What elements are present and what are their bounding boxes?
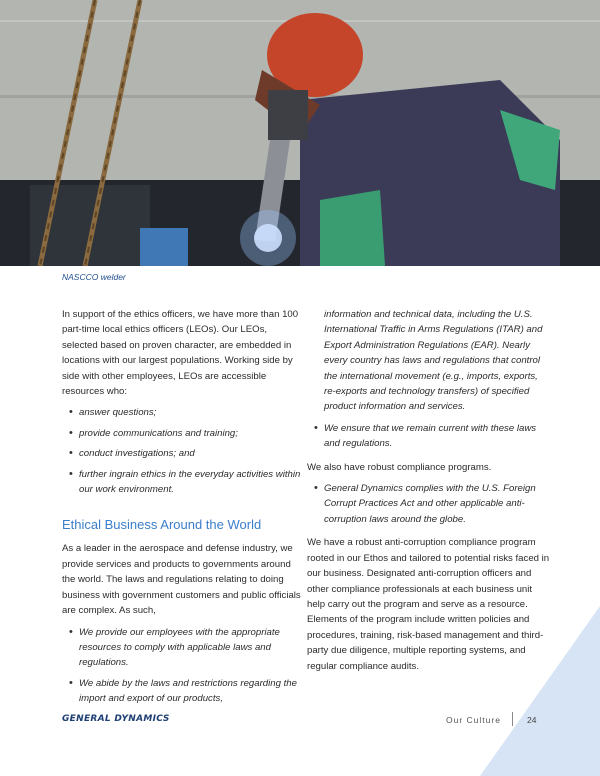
- compliance-bullet-list: [62, 625, 302, 707]
- hero-photo: [0, 0, 600, 266]
- list-item: • We provide our employees with the appropriate resources to comply with applicable laws and regulations.: [62, 625, 302, 671]
- general-dynamics-logo: GENERAL DYNAMICS: [62, 714, 170, 724]
- list-item: • conduct investigations; and: [62, 446, 302, 461]
- photo-caption: NASCCO welder: [62, 272, 126, 282]
- section-heading: Ethical Business Around the World: [62, 517, 262, 533]
- leo-intro-paragraph: In support of the ethics officers, we have more than 100 part-time local ethics officers (LEOs). Our LEOs, selected based on proven character, are embedded in locations with our largest populations. Working side by side with other employees, LEOs are accessible resources who:: [62, 309, 299, 398]
- export-continuation-text: information and technical data, including the U.S. International Traffic in Arms Regulations (ITAR) and Export Administration Regulations (EAR). Nearly every country has laws and regulations that control the international movement (e.g., imports, exports, re-exports and technology transfers) of specified product information and services.: [324, 309, 543, 413]
- fcpa-bullet-list: [307, 481, 552, 527]
- list-item: • We abide by the laws and restrictions regarding the import and export of our products,: [62, 676, 302, 707]
- compliance-programs-paragraph: We also have robust compliance programs.: [307, 461, 492, 473]
- list-item: • provide communications and training;: [62, 426, 302, 441]
- list-item: • We ensure that we remain current with these laws and regulations.: [307, 421, 552, 452]
- footer-section-title: Our Culture: [446, 715, 501, 725]
- left-column: [62, 307, 302, 712]
- decorative-corner-shape: [480, 606, 600, 776]
- list-item: • General Dynamics complies with the U.S. Foreign Corrupt Practices Act and other applicable anti-corruption laws around the globe.: [307, 481, 552, 527]
- page-number: 24: [527, 715, 537, 725]
- list-item: • answer questions;: [62, 405, 302, 420]
- regulations-bullet-list: [307, 421, 552, 452]
- welder-illustration: [0, 0, 600, 266]
- leo-bullet-list: [62, 405, 302, 497]
- footer-divider: [512, 712, 513, 726]
- ethical-business-paragraph: As a leader in the aerospace and defense industry, we provide services and products to governments around the world. The laws and regulations relating to doing business with government customers and public officials are complex. As such,: [62, 543, 301, 617]
- list-item: • further ingrain ethics in the everyday activities within our work environment.: [62, 467, 302, 498]
- anti-corruption-paragraph: We have a robust anti-corruption compliance program rooted in our Ethos and tailored to potential risks faced in our business. Designated anti-corruption officers and other compliance professionals at each business unit help carry out the program and serve as a resource. Elements of the program include written policies and procedures, training, risk-based management and third-party due diligence, multiple reporting systems, and regular compliance audits.: [307, 537, 550, 672]
